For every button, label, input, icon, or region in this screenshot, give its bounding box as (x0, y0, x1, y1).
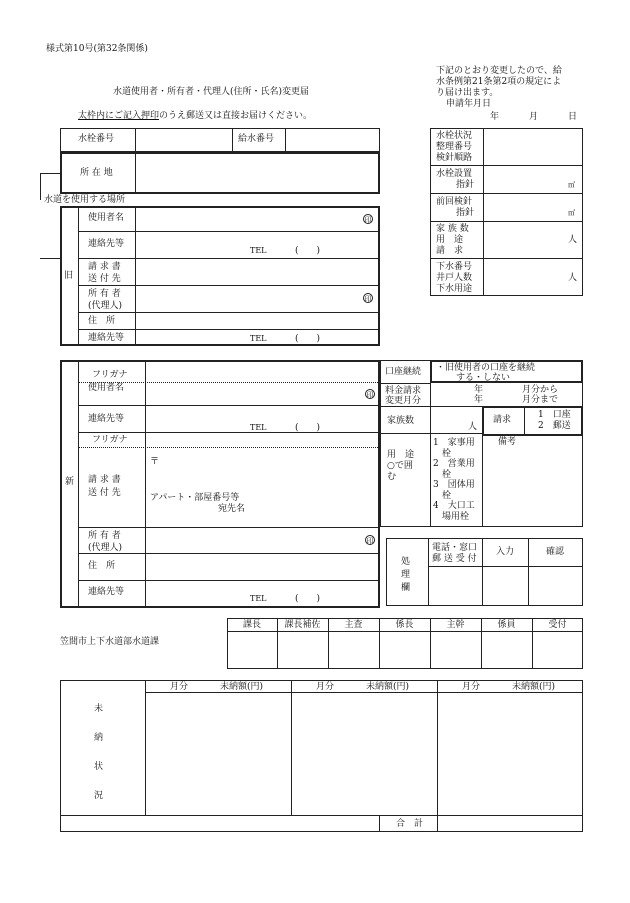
approval-header: 受付 (548, 620, 567, 630)
new-contact2-label: 連絡先等 (88, 587, 125, 597)
notice-line: 下記のとおり変更したので、給 (436, 66, 562, 76)
label-line: 2 郵送 (538, 421, 571, 431)
instruction (78, 112, 312, 121)
notice-line: 水条例第21条第2項の規定によ (436, 77, 562, 87)
fee-from-month: 月分から (522, 385, 559, 395)
unpaid-total-label: 合 計 (396, 819, 424, 829)
label-line: 用 途 (436, 235, 464, 245)
processing-label: 処理欄 (399, 556, 409, 595)
label-line: 用 途 (387, 450, 415, 460)
new-furigana2-label: フリガナ (92, 435, 128, 445)
approval-header: 主幹 (446, 620, 465, 630)
remarks-label: 備考 (498, 437, 517, 447)
new-tel-paren: ( ) (295, 423, 321, 433)
unpaid-month-h1: 月分 (170, 682, 189, 692)
label-line: 請 求 (436, 246, 464, 256)
label-line: 家 族 数 (436, 224, 469, 234)
old-owner-label (88, 288, 122, 312)
addressee-label: 宛先名 (218, 504, 246, 514)
family-label: 家族数 (387, 416, 415, 426)
new-user-name-label: 使用者名 (88, 383, 125, 393)
label-line: 未 (94, 704, 104, 714)
form-number: 様式第10号(第32条関係) (46, 44, 148, 54)
form-title: 水道使用者・所有者・代理人(住所・氏名)変更届 (113, 87, 310, 97)
new-tel-label: TEL (250, 423, 267, 432)
seal-icon: 印 (366, 391, 374, 399)
label-line: ○で囲 (387, 461, 413, 471)
rp-family (436, 224, 469, 257)
approval-header: 課長補佐 (284, 620, 321, 630)
new-tel2-paren: ( ) (295, 594, 321, 604)
rp-meter-status (436, 131, 472, 164)
location-sub-label: 水道を使用する場所 (44, 195, 126, 205)
unpaid-amount-h1: 未納額(円) (220, 682, 264, 692)
rp-install-reading (436, 169, 474, 191)
label-line: 所 有 者 (88, 531, 121, 541)
seal-icon: 印 (364, 216, 372, 224)
processing-confirm: 確認 (546, 547, 565, 557)
account-label: 口座継続 (385, 367, 422, 377)
old-contact-label: 連絡先等 (88, 239, 125, 249)
label-line: 水栓設置 (436, 169, 473, 179)
old-billing-label (88, 261, 121, 285)
new-billing-label (88, 474, 121, 500)
unpaid-amount-h3: 未納額(円) (512, 682, 556, 692)
instruction-rest: のうえ郵送又は直接お届けください。 (159, 111, 313, 121)
unpaid-table (60, 680, 583, 832)
label-line: ・旧使用者の口座を継続 (436, 363, 536, 373)
label-line: 栓 (442, 490, 452, 501)
new-owner-label (88, 530, 122, 554)
old-tel2-label: TEL (250, 334, 267, 343)
seal-icon: 印 (364, 295, 372, 303)
label-line: 井戸人数 (436, 273, 473, 283)
old-address-label: 住 所 (88, 316, 116, 326)
year-unit: 年 (490, 112, 500, 122)
label-line: 請 求 書 (88, 475, 121, 485)
new-address-label: 住 所 (88, 561, 116, 571)
label-line: 所 有 者 (88, 289, 121, 299)
label-line: 栓 (442, 469, 452, 480)
label-line: 指針 (456, 180, 475, 190)
fee-to-month: 月分まで (522, 395, 559, 405)
rp-unit-person-2: 人 (568, 273, 578, 283)
postal-mark: 〒 (150, 457, 160, 467)
label-line: する・しない (456, 373, 511, 383)
month-unit: 月 (529, 112, 539, 122)
label-line: 2 営業用 (433, 459, 475, 469)
old-tel2-paren: ( ) (295, 334, 321, 344)
old-tel-paren: ( ) (295, 246, 321, 256)
application-date-label: 申請年月日 (446, 99, 492, 109)
old-tel-label: TEL (250, 246, 267, 255)
rp-sewer (436, 262, 472, 295)
label-line: 整理番号 (436, 142, 473, 152)
label-line: (代理人) (88, 301, 123, 311)
location-label: 所 在 地 (80, 168, 113, 178)
label-line: 4 大口工 (433, 501, 475, 511)
fee-to-year: 年 (474, 395, 484, 405)
label-line: 指針 (456, 208, 475, 218)
notice-line: り届け出ます。 (436, 88, 499, 98)
label-line: 変更月分 (385, 396, 422, 406)
label-line: 下水用途 (436, 284, 473, 294)
label-line: 送 付 先 (88, 274, 121, 284)
rp-unit-person-1: 人 (568, 235, 578, 245)
label-line: (代理人) (88, 543, 123, 553)
label-line: 水栓状況 (436, 131, 473, 141)
account-option (436, 363, 535, 383)
processing-phone (432, 543, 477, 565)
old-contact2-label: 連絡先等 (88, 333, 125, 343)
unpaid-amount-h2: 未納額(円) (366, 682, 410, 692)
rp-prev-reading (436, 197, 474, 219)
label-line: 納 (94, 733, 104, 743)
approval-header: 係長 (395, 620, 414, 630)
new-tel2-label: TEL (250, 594, 267, 603)
supply-no-label: 給水番号 (238, 134, 275, 144)
unpaid-month-h2: 月分 (316, 682, 335, 692)
day-unit: 日 (568, 112, 578, 122)
label-line: む (387, 472, 397, 482)
fee-change-label (385, 386, 421, 406)
old-user-name-label: 使用者名 (88, 213, 125, 223)
label-line: 3 団体用 (433, 480, 475, 490)
label-line: 電話・窓口 (432, 543, 478, 553)
seal-icon: 印 (366, 537, 374, 545)
fee-from-year: 年 (474, 385, 484, 395)
family-unit: 人 (468, 422, 478, 432)
label-line: 場用栓 (442, 511, 470, 522)
usage-label (387, 450, 414, 483)
label-line: 下水番号 (436, 262, 473, 272)
department-label: 笠間市上下水道部水道課 (60, 637, 160, 647)
approval-header: 課長 (242, 620, 261, 630)
new-furigana-label: フリガナ (92, 370, 128, 380)
old-section-label: 旧 (64, 271, 74, 281)
billing-method-options (538, 410, 571, 432)
label-line: 検針順路 (436, 153, 473, 163)
rp-unit-m3-2: ㎥ (568, 209, 575, 217)
unpaid-label (94, 695, 103, 811)
approval-header: 係員 (497, 620, 516, 630)
label-line: 郵 送 受 付 (432, 554, 477, 564)
instruction-underlined: 太枠内にご記入押印 (78, 111, 160, 121)
processing-input: 入力 (496, 547, 515, 557)
billing-method-label: 請求 (493, 415, 512, 425)
meter-no-label: 水栓番号 (78, 134, 115, 144)
usage-options (433, 438, 475, 522)
label-line: 前回検針 (436, 197, 473, 207)
label-line: 1 口座 (538, 410, 571, 420)
label-line: 1 家事用 (433, 438, 475, 448)
label-line: 料金請求 (385, 386, 422, 396)
label-line: 状 (94, 762, 104, 772)
label-line: 請 求 書 (88, 262, 121, 272)
apartment-label: アパート・部屋番号等 (150, 493, 240, 503)
new-section-label: 新 (65, 477, 75, 487)
notice-text (436, 66, 562, 99)
unpaid-month-h3: 月分 (462, 682, 481, 692)
label-line: 況 (94, 791, 104, 801)
rp-unit-m3-1: ㎥ (568, 181, 575, 189)
approval-header: 主査 (344, 620, 363, 630)
label-line: 送 付 先 (88, 488, 121, 498)
label-line: 栓 (442, 448, 452, 459)
new-contact-label: 連絡先等 (88, 414, 125, 424)
